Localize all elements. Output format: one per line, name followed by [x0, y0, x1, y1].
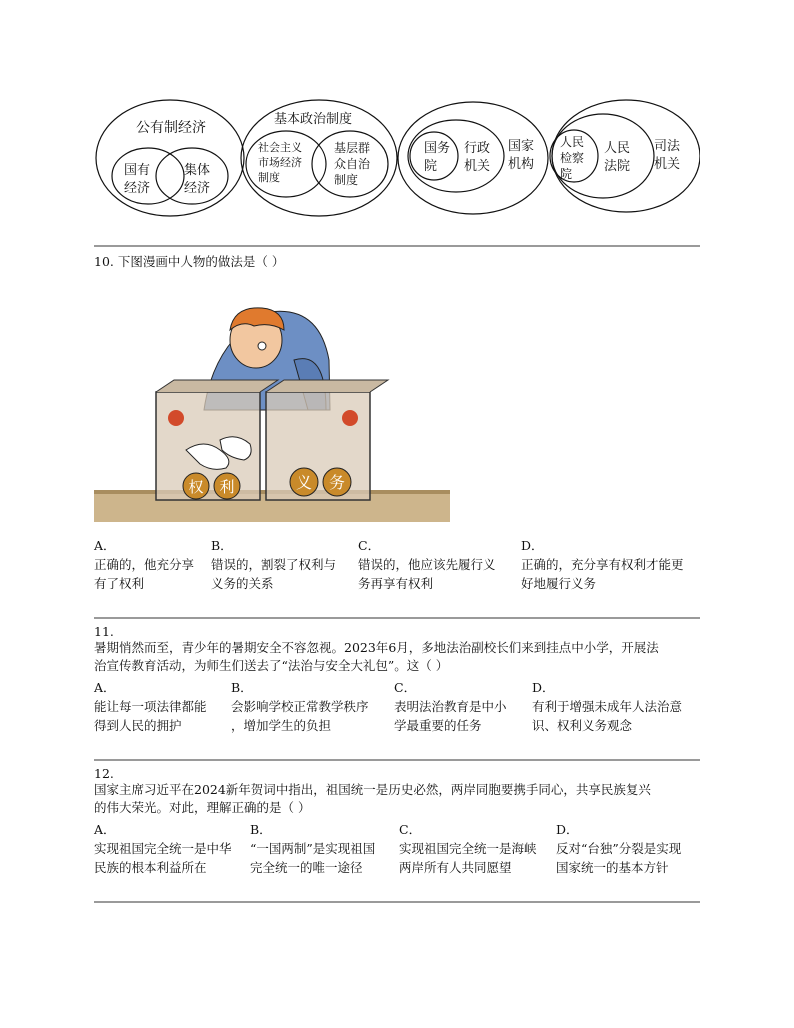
q12-number: 12. [94, 766, 114, 781]
q12-stem-line-1: 国家主席习近平在2024新年贺词中指出，祖国统一是历史必然，两岸同胞要携手同心，共享民族复兴 [94, 782, 651, 797]
q11-option-d[interactable]: D． 有利于增强未成年人法治意 识、权利义务观念 [532, 680, 683, 733]
ball-char-1: 权 [188, 478, 204, 496]
label-collective: 集体 经济 [184, 163, 211, 196]
label-administrative: 行政 机关 [464, 141, 491, 174]
cartoon-image [94, 300, 450, 522]
q11-option-b[interactable]: B． 会影响学校正常教学秩序 ，增加学生的负担 [231, 680, 369, 733]
label-peoples-court: 人民 法院 [604, 141, 631, 174]
q10-stem: 10. 下图漫画中人物的做法是（ ） [94, 254, 285, 269]
label-judicial: 司法 机关 [654, 139, 681, 172]
q10-option-c[interactable]: C． 错误的，他应该先履行义 务再享有权利 [358, 538, 496, 591]
q10-option-d[interactable]: D． 正确的，充分享有权利才能更 好地履行义务 [521, 538, 684, 591]
ball-char-4: 务 [328, 473, 346, 492]
q11-stem-line-2: 治宣传教育活动，为师生们送去了“法治与安全大礼包”。这（ ） [94, 658, 449, 673]
q11-stem-line-1: 暑期悄然而至，青少年的暑期安全不容忽视。2023年6月，多地法治副校长们来到挂点中小学，开展法 [94, 640, 659, 655]
label-state-owned: 国有 经济 [124, 163, 151, 196]
label-public-economy: 公有制经济 [136, 120, 206, 136]
ball-char-2: 利 [219, 478, 235, 496]
label-socialist-market: 社会主义 市场经济 制度 [258, 141, 302, 184]
divider [94, 759, 700, 761]
q11-option-c[interactable]: C． 表明法治教育是中小 学最重要的任务 [394, 680, 507, 733]
divider [94, 245, 700, 247]
label-state-council: 国务 院 [424, 141, 451, 174]
label-procuratorate: 人民 检察 院 [560, 135, 585, 181]
q11-number: 11. [94, 624, 114, 639]
q10-option-b[interactable]: B． 错误的，割裂了权利与 义务的关系 [211, 538, 337, 591]
q11-option-a[interactable]: A． 能让每一项法律都能 得到人民的拥护 [94, 680, 207, 733]
divider [94, 901, 700, 903]
label-state-organs: 国家 机构 [508, 139, 535, 172]
label-grassroots: 基层群 众自治 制度 [334, 141, 371, 187]
q10-option-a[interactable]: A． 正确的，他充分享 有了权利 [94, 538, 195, 591]
q12-stem-line-2: 的伟大荣光。对此，理解正确的是（ ） [94, 800, 311, 815]
q12-option-c[interactable]: C． 实现祖国完全统一是海峡 两岸所有人共同愿望 [399, 822, 537, 875]
q12-option-a[interactable]: A． 实现祖国完全统一是中华 民族的根本利益所在 [94, 822, 232, 875]
q12-option-b[interactable]: B． “一国两制”是实现祖国 完全统一的唯一途径 [250, 822, 376, 875]
q12-option-d[interactable]: D． 反对“台独”分裂是实现 国家统一的基本方针 [556, 822, 682, 875]
ball-char-3: 义 [295, 473, 313, 492]
divider [94, 617, 700, 619]
label-political-system: 基本政治制度 [274, 112, 353, 127]
